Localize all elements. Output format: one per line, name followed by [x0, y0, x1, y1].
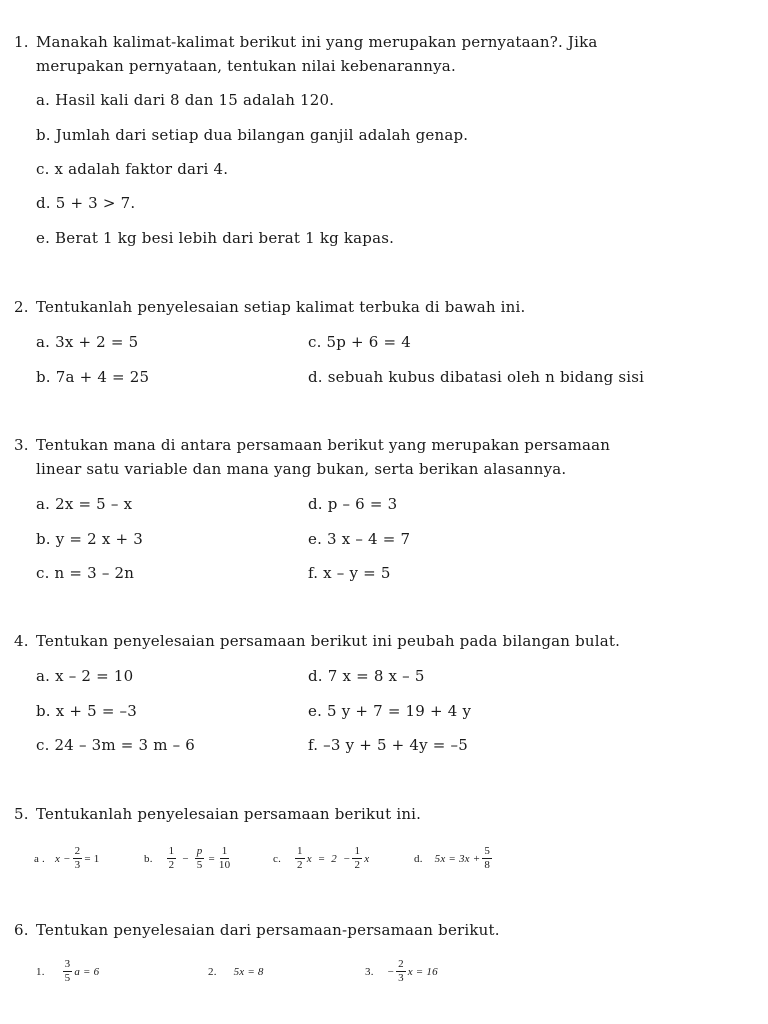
q3-text-line2: linear satu variable dan mana yang bukan, serta berikan alasannya. [36, 460, 567, 478]
q5-a-label: a . [34, 852, 45, 865]
q5-equation-a [34, 846, 99, 871]
q6-3-den: 3 [398, 972, 404, 984]
q5-d-pre: 5x = 3x + [434, 852, 481, 865]
q4-item-e: e. 5 y + 7 = 19 + 4 y [308, 702, 472, 720]
q5-c-n2: 1 [354, 845, 361, 857]
q6-equation-3 [365, 959, 438, 984]
q2-item-b: b. 7a + 4 = 25 [36, 368, 150, 386]
q6-equation-2 [208, 966, 264, 978]
q4-number: 4. [14, 632, 29, 650]
q1-number: 1. [14, 33, 29, 51]
q5-equation-c [273, 846, 369, 871]
q3-text-line1: Tentukan mana di antara persamaan berikut yang merupakan persamaan [36, 436, 611, 454]
q6-number: 6. [14, 921, 29, 939]
q4-item-c: c. 24 – 3m = 3 m – 6 [36, 736, 196, 754]
q1-item-d: d. 5 + 3 > 7. [36, 194, 136, 212]
q2-item-a: a. 3x + 2 = 5 [36, 333, 139, 351]
q5-c-d2: 2 [354, 859, 361, 871]
q5-d-den: 8 [484, 859, 491, 871]
q5-a-num: 2 [74, 845, 81, 857]
q3-item-e: e. 3 x – 4 = 7 [308, 530, 411, 548]
q5-d-label: d. [414, 852, 423, 865]
q5-a-fraction [73, 846, 83, 871]
q5-c-label: c. [273, 852, 282, 865]
q4-item-b: b. x + 5 = –3 [36, 702, 137, 720]
q3-item-b: b. y = 2 x + 3 [36, 530, 143, 548]
q3-item-f: f. x – y = 5 [308, 564, 391, 582]
q5-b-label: b. [144, 852, 153, 865]
q6-3-pre: − [387, 965, 395, 978]
q6-1-post: a = 6 [74, 965, 100, 978]
q3-item-a: a. 2x = 5 – x [36, 495, 133, 513]
q5-b-d3: 10 [218, 859, 231, 871]
q4-item-f: f. –3 y + 5 + 4y = –5 [308, 736, 468, 754]
q6-3-label: 3. [365, 965, 374, 978]
q5-a-den: 3 [74, 859, 81, 871]
q6-equation-1 [36, 959, 99, 984]
q6-1-num: 3 [64, 958, 71, 970]
q2-item-c: c. 5p + 6 = 4 [308, 333, 411, 351]
q5-c-frac2 [352, 846, 362, 871]
q6-2-expr: 5x = 8 [233, 966, 264, 978]
q5-text: Tentukanlah penyelesaian persamaan berikut ini. [36, 805, 422, 823]
q6-text: Tentukan penyelesaian dari persamaan-persamaan berikut. [36, 921, 500, 939]
q5-b-n2: p [196, 845, 203, 857]
q3-number: 3. [14, 436, 29, 454]
q1-text-line2: merupakan pernyataan, tentukan nilai kebenarannya. [36, 57, 456, 75]
q5-c-post: x [364, 852, 370, 865]
q4-item-a: a. x – 2 = 10 [36, 667, 134, 685]
q5-c-mid: x = 2 − [306, 852, 351, 865]
q5-d-fraction [482, 846, 492, 871]
q1-item-e: e. Berat 1 kg besi lebih dari berat 1 kg kapas. [36, 229, 395, 247]
q5-equation-b [144, 846, 232, 871]
q5-b-frac2 [195, 846, 205, 871]
q5-b-n3: 1 [221, 845, 228, 857]
q5-b-d1: 2 [168, 859, 175, 871]
q5-a-pre: x − [54, 852, 71, 865]
q1-item-b: b. Jumlah dari setiap dua bilangan ganjil adalah genap. [36, 126, 469, 144]
q3-item-c: c. n = 3 – 2n [36, 564, 135, 582]
q5-b-frac3 [219, 846, 230, 871]
q5-b-frac1 [167, 846, 177, 871]
q4-item-d: d. 7 x = 8 x – 5 [308, 667, 425, 685]
q2-number: 2. [14, 298, 29, 316]
q6-2-label: 2. [208, 966, 217, 978]
q6-1-den: 5 [64, 972, 71, 984]
q5-b-n1: 1 [168, 845, 175, 857]
q5-c-d1: 2 [297, 859, 303, 871]
q5-c-n1: 1 [297, 845, 303, 857]
q1-item-c: c. x adalah faktor dari 4. [36, 160, 229, 178]
q5-d-num: 5 [484, 845, 491, 857]
q6-3-num: 2 [398, 958, 404, 970]
q5-c-frac1 [295, 846, 305, 871]
q5-a-post: = 1 [84, 852, 100, 865]
q4-text: Tentukan penyelesaian persamaan berikut ini peubah pada bilangan bulat. [36, 632, 621, 650]
q3-item-d: d. p – 6 = 3 [308, 495, 398, 513]
q2-item-d: d. sebuah kubus dibatasi oleh n bidang sisi [308, 368, 645, 386]
q6-1-fraction [63, 959, 73, 984]
q5-b-op: − [182, 852, 189, 865]
q5-b-d2: 5 [196, 859, 203, 871]
q5-number: 5. [14, 805, 29, 823]
q6-3-fraction [396, 959, 406, 984]
q6-3-post: x = 16 [407, 965, 438, 978]
q1-item-a: a. Hasil kali dari 8 dan 15 adalah 120. [36, 91, 335, 109]
q6-1-label: 1. [36, 965, 45, 978]
q1-text-line1: Manakah kalimat-kalimat berikut ini yang merupakan pernyataan?. Jika [36, 33, 598, 51]
q5-equation-d [414, 846, 494, 871]
q5-b-eq: = [208, 852, 215, 865]
q2-text: Tentukanlah penyelesaian setiap kalimat terbuka di bawah ini. [36, 298, 526, 316]
